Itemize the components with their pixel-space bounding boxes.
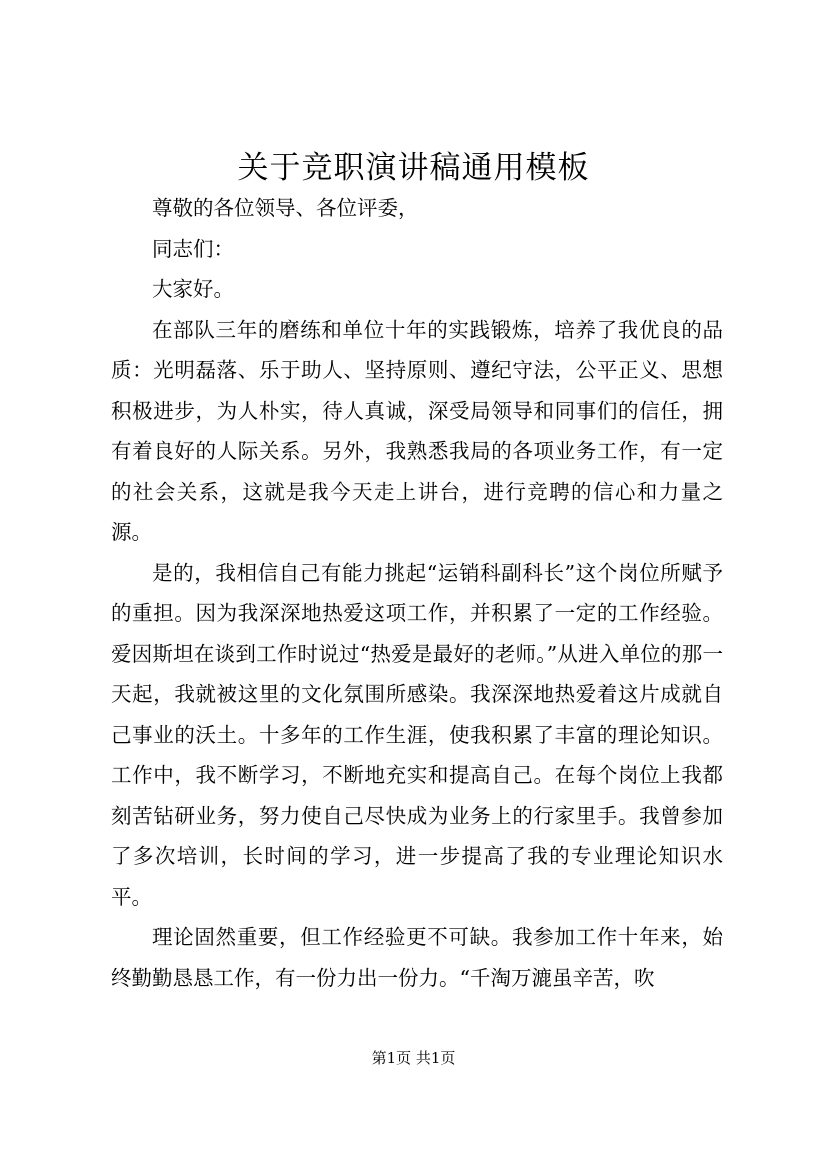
salutation-line: 尊敬的各位领导、各位评委， xyxy=(152,196,419,220)
document-body xyxy=(111,188,723,998)
greeting-line: 大家好。 xyxy=(152,277,234,301)
body-paragraph: 理论固然重要，但工作经验更不可缺。我参加工作十年来，始终勤勤恳恳工作，有一份力出一份力。“千淘万漉虽辛苦，吹 xyxy=(111,925,723,990)
page-footer: 第1页 共1页 xyxy=(371,1049,456,1067)
body-paragraph: 是的，我相信自己有能力挑起“运销科副科长”这个岗位所赋予的重担。因为我深深地热爱这项工作，并积累了一定的工作经验。爱因斯坦在谈到工作时说过“热爱是最好的老师。”从进入单位的那一天起，我就被这里的文化氛围所感染。我深深地热爱着这片成就自己事业的沃土。十多年的工作生涯，使我积累了丰富的理论知识。工作中，我不断学习，不断地充实和提高自己。在每个岗位上我都刻苦钻研业务，努力使自己尽快成为业务上的行家里手。我曾参加了多次培训，长时间的学习，进一步提高了我的专业理论知识水平。 xyxy=(111,560,723,909)
salutation-line: 同志们： xyxy=(152,236,234,261)
body-paragraph: 在部队三年的磨练和单位十年的实践锻炼，培养了我优良的品质：光明磊落、乐于助人、坚持原则、遵纪守法，公平正义、思想积极进步，为人朴实，待人真诚，深受局领导和同事们的信任，拥有着良好的人际关系。另外，我熟悉我局的各项业务工作，有一定的社会关系，这就是我今天走上讲台，进行竞聘的信心和力量之源。 xyxy=(111,317,723,544)
document-title: 关于竞职演讲稿通用模板 xyxy=(237,150,590,186)
